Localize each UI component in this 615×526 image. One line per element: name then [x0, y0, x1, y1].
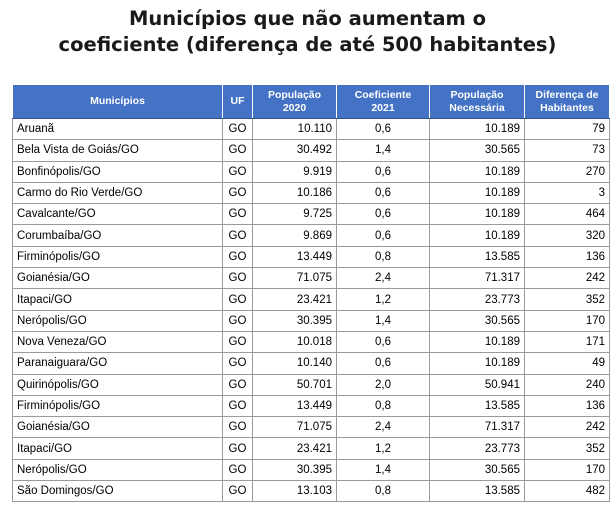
cell-coeficiente-2021: 0,6	[337, 225, 430, 246]
cell-coeficiente-2021: 1,2	[337, 289, 430, 310]
cell-coeficiente-2021: 0,6	[337, 161, 430, 182]
cell-uf: GO	[223, 310, 253, 331]
cell-diferenca-habitantes: 482	[525, 481, 610, 502]
cell-municipio: Bonfinópolis/GO	[13, 161, 223, 182]
cell-diferenca-habitantes: 136	[525, 246, 610, 267]
table-row	[13, 459, 610, 480]
cell-populacao-necessaria: 10.189	[430, 204, 525, 225]
cell-diferenca-habitantes: 352	[525, 289, 610, 310]
cell-populacao-2020: 23.421	[253, 289, 337, 310]
cell-municipio: Carmo do Rio Verde/GO	[13, 182, 223, 203]
cell-populacao-2020: 10.110	[253, 119, 337, 140]
table-row	[13, 310, 610, 331]
cell-populacao-necessaria: 30.565	[430, 140, 525, 161]
cell-populacao-2020: 50.701	[253, 374, 337, 395]
table-row	[13, 481, 610, 502]
page-title-line-2: coeficiente (diferença de até 500 habitantes)	[58, 33, 557, 56]
cell-coeficiente-2021: 2,4	[337, 268, 430, 289]
cell-uf: GO	[223, 438, 253, 459]
table-row	[13, 119, 610, 140]
cell-coeficiente-2021: 2,0	[337, 374, 430, 395]
table-row	[13, 353, 610, 374]
table-row	[13, 331, 610, 352]
table-row	[13, 374, 610, 395]
cell-coeficiente-2021: 0,6	[337, 331, 430, 352]
cell-diferenca-habitantes: 49	[525, 353, 610, 374]
cell-municipio: Itapaci/GO	[13, 438, 223, 459]
cell-populacao-2020: 9.725	[253, 204, 337, 225]
cell-municipio: Nerópolis/GO	[13, 459, 223, 480]
cell-municipio: Itapaci/GO	[13, 289, 223, 310]
cell-coeficiente-2021: 1,4	[337, 310, 430, 331]
table-row	[13, 246, 610, 267]
cell-populacao-necessaria: 13.585	[430, 395, 525, 416]
table-row	[13, 161, 610, 182]
cell-populacao-2020: 13.449	[253, 246, 337, 267]
cell-coeficiente-2021: 0,6	[337, 353, 430, 374]
header-coeficiente: Coeficiente 2021	[337, 85, 430, 119]
table-row	[13, 268, 610, 289]
cell-populacao-2020: 30.395	[253, 310, 337, 331]
cell-coeficiente-2021: 0,6	[337, 182, 430, 203]
cell-populacao-necessaria: 10.189	[430, 119, 525, 140]
cell-uf: GO	[223, 204, 253, 225]
cell-populacao-2020: 9.919	[253, 161, 337, 182]
cell-populacao-necessaria: 10.189	[430, 161, 525, 182]
cell-populacao-necessaria: 23.773	[430, 289, 525, 310]
cell-diferenca-habitantes: 73	[525, 140, 610, 161]
cell-populacao-necessaria: 13.585	[430, 481, 525, 502]
header-diferenca-habitantes: Diferença de Habitantes	[525, 85, 610, 119]
municipios-table	[12, 84, 610, 502]
cell-populacao-2020: 13.103	[253, 481, 337, 502]
cell-municipio: São Domingos/GO	[13, 481, 223, 502]
cell-diferenca-habitantes: 464	[525, 204, 610, 225]
cell-uf: GO	[223, 395, 253, 416]
table-row	[13, 182, 610, 203]
cell-diferenca-habitantes: 136	[525, 395, 610, 416]
page-title	[0, 6, 615, 58]
cell-populacao-2020: 10.140	[253, 353, 337, 374]
cell-populacao-2020: 71.075	[253, 417, 337, 438]
cell-populacao-necessaria: 30.565	[430, 459, 525, 480]
cell-uf: GO	[223, 417, 253, 438]
cell-populacao-2020: 9.869	[253, 225, 337, 246]
cell-populacao-2020: 23.421	[253, 438, 337, 459]
header-municipios: Municípios	[13, 85, 223, 119]
cell-coeficiente-2021: 1,2	[337, 438, 430, 459]
cell-diferenca-habitantes: 170	[525, 459, 610, 480]
cell-coeficiente-2021: 0,8	[337, 246, 430, 267]
cell-populacao-necessaria: 50.941	[430, 374, 525, 395]
cell-populacao-necessaria: 10.189	[430, 331, 525, 352]
table-header-row	[13, 85, 610, 119]
cell-uf: GO	[223, 140, 253, 161]
cell-diferenca-habitantes: 320	[525, 225, 610, 246]
cell-municipio: Paranaiguara/GO	[13, 353, 223, 374]
cell-diferenca-habitantes: 242	[525, 268, 610, 289]
cell-populacao-necessaria: 10.189	[430, 225, 525, 246]
table-row	[13, 289, 610, 310]
cell-diferenca-habitantes: 352	[525, 438, 610, 459]
cell-coeficiente-2021: 0,8	[337, 395, 430, 416]
cell-coeficiente-2021: 0,6	[337, 119, 430, 140]
cell-diferenca-habitantes: 170	[525, 310, 610, 331]
cell-municipio: Aruanã	[13, 119, 223, 140]
cell-uf: GO	[223, 374, 253, 395]
header-populacao-necessaria: População Necessária	[430, 85, 525, 119]
cell-populacao-necessaria: 13.585	[430, 246, 525, 267]
cell-uf: GO	[223, 268, 253, 289]
cell-diferenca-habitantes: 79	[525, 119, 610, 140]
cell-populacao-2020: 30.492	[253, 140, 337, 161]
page-title-line-1: Municípios que não aumentam o	[128, 7, 487, 30]
cell-populacao-necessaria: 71.317	[430, 417, 525, 438]
table-row	[13, 395, 610, 416]
cell-populacao-necessaria: 10.189	[430, 353, 525, 374]
cell-populacao-necessaria: 23.773	[430, 438, 525, 459]
cell-uf: GO	[223, 353, 253, 374]
cell-populacao-2020: 10.018	[253, 331, 337, 352]
cell-uf: GO	[223, 225, 253, 246]
cell-uf: GO	[223, 161, 253, 182]
cell-uf: GO	[223, 331, 253, 352]
cell-populacao-2020: 10.186	[253, 182, 337, 203]
cell-coeficiente-2021: 0,8	[337, 481, 430, 502]
cell-diferenca-habitantes: 270	[525, 161, 610, 182]
cell-municipio: Goianésia/GO	[13, 417, 223, 438]
cell-uf: GO	[223, 246, 253, 267]
cell-diferenca-habitantes: 3	[525, 182, 610, 203]
cell-uf: GO	[223, 182, 253, 203]
cell-municipio: Nerópolis/GO	[13, 310, 223, 331]
cell-populacao-2020: 71.075	[253, 268, 337, 289]
cell-municipio: Quirinópolis/GO	[13, 374, 223, 395]
cell-diferenca-habitantes: 242	[525, 417, 610, 438]
cell-municipio: Goianésia/GO	[13, 268, 223, 289]
table-row	[13, 204, 610, 225]
cell-diferenca-habitantes: 171	[525, 331, 610, 352]
cell-uf: GO	[223, 289, 253, 310]
cell-diferenca-habitantes: 240	[525, 374, 610, 395]
cell-coeficiente-2021: 1,4	[337, 459, 430, 480]
cell-municipio: Nova Veneza/GO	[13, 331, 223, 352]
cell-municipio: Bela Vista de Goiás/GO	[13, 140, 223, 161]
table-row	[13, 417, 610, 438]
cell-uf: GO	[223, 459, 253, 480]
table-row	[13, 225, 610, 246]
table-row	[13, 438, 610, 459]
cell-coeficiente-2021: 1,4	[337, 140, 430, 161]
cell-populacao-2020: 30.395	[253, 459, 337, 480]
cell-municipio: Firminópolis/GO	[13, 395, 223, 416]
cell-populacao-necessaria: 10.189	[430, 182, 525, 203]
cell-coeficiente-2021: 0,6	[337, 204, 430, 225]
table-row	[13, 140, 610, 161]
header-uf: UF	[223, 85, 253, 119]
cell-populacao-2020: 13.449	[253, 395, 337, 416]
cell-uf: GO	[223, 481, 253, 502]
cell-municipio: Firminópolis/GO	[13, 246, 223, 267]
cell-populacao-necessaria: 71.317	[430, 268, 525, 289]
cell-populacao-necessaria: 30.565	[430, 310, 525, 331]
cell-uf: GO	[223, 119, 253, 140]
header-populacao: População 2020	[253, 85, 337, 119]
cell-municipio: Cavalcante/GO	[13, 204, 223, 225]
cell-coeficiente-2021: 2,4	[337, 417, 430, 438]
cell-municipio: Corumbaíba/GO	[13, 225, 223, 246]
